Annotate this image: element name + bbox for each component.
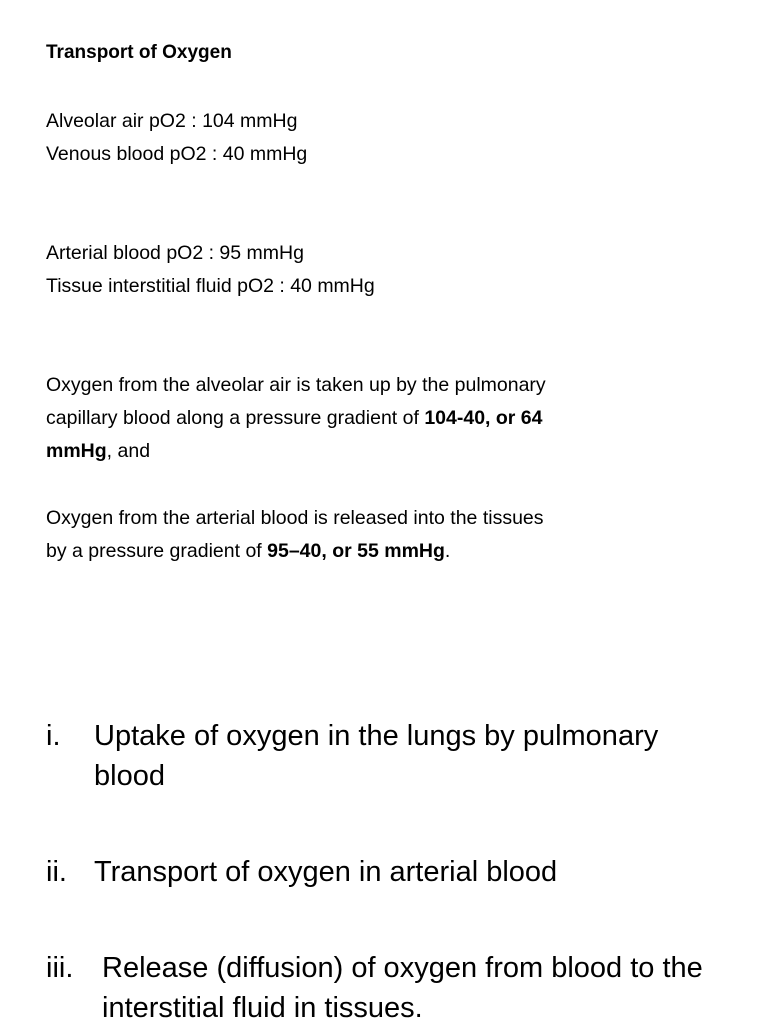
- paragraph-release: [46, 502, 546, 568]
- list-item-text: Release (diffusion) of oxygen from blood to the interstitial fluid in tissues.: [102, 952, 703, 1024]
- paragraph-uptake-text: Oxygen from the alveolar air is taken up by the pulmonary capillary blood along a pressure gradient of: [46, 374, 546, 429]
- list-marker: i.: [46, 720, 61, 752]
- tissue-fluid-po2: Tissue interstitial fluid pO2 : 40 mmHg: [46, 275, 375, 297]
- document-title: Transport of Oxygen: [46, 42, 232, 63]
- paragraph-uptake-gradient: 104-40, or 64 mmHg: [46, 407, 543, 462]
- list-marker: ii.: [46, 856, 67, 888]
- alveolar-air-po2: Alveolar air pO2 : 104 mmHg: [46, 110, 298, 132]
- paragraph-release-end: .: [444, 540, 451, 562]
- paragraph-uptake: [46, 369, 576, 468]
- list-item-text: Transport of oxygen in arterial blood: [94, 856, 558, 888]
- venous-blood-po2: Venous blood pO2 : 40 mmHg: [46, 143, 308, 165]
- paragraph-release-gradient: 95–40, or 55 mmHg: [267, 540, 445, 562]
- paragraph-release-text: Oxygen from the arterial blood is released into the tissues by a pressure gradient of: [46, 507, 544, 562]
- arterial-blood-po2: Arterial blood pO2 : 95 mmHg: [46, 242, 304, 264]
- paragraph-uptake-end: , and: [106, 440, 151, 462]
- list-item-text: Uptake of oxygen in the lungs by pulmonary blood: [94, 720, 659, 792]
- list-marker: iii.: [46, 952, 74, 984]
